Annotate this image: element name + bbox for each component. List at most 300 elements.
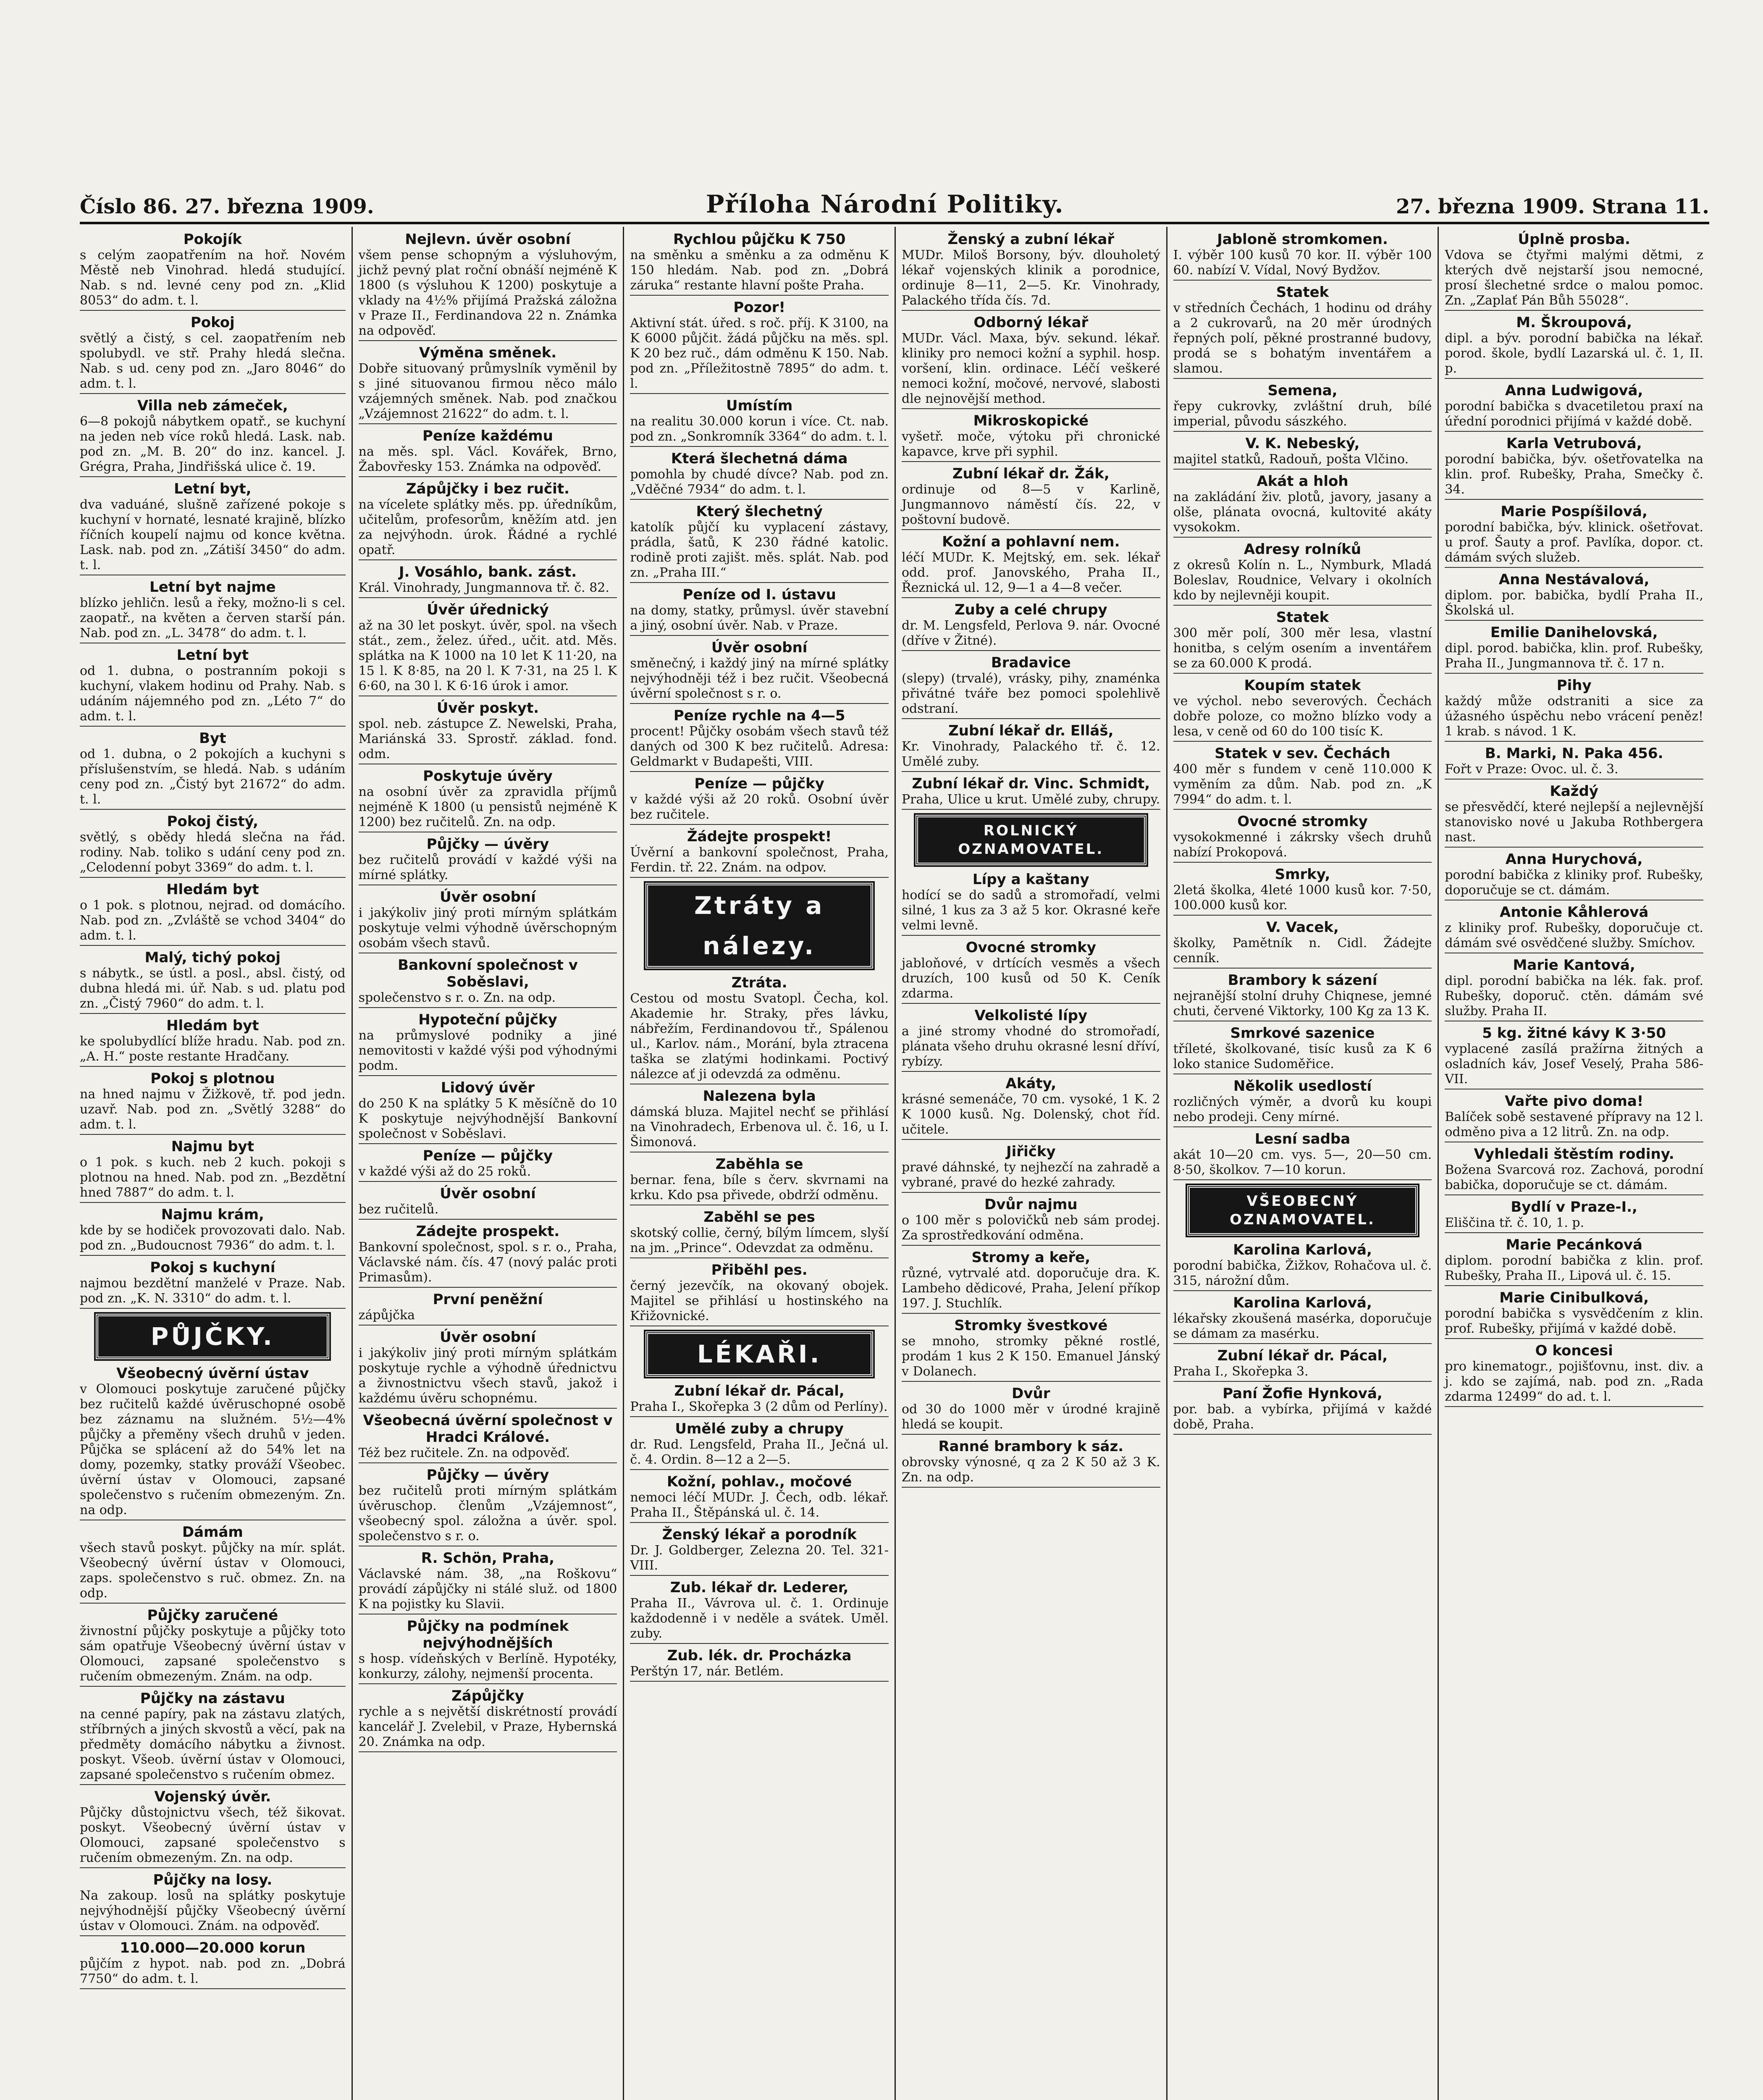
- classified-ad: [80, 647, 346, 727]
- ad-text: živnostní půjčky poskytuje a půjčky toto sám opatřuje Všeobecný úvěrní ústav v Olomouci, zapsané společenstvo s ručením obmezeným. Znám. na odp.: [80, 1624, 346, 1684]
- classified-ad: [80, 1940, 346, 1989]
- ad-heading: Byt: [199, 730, 226, 747]
- ad-text: lékařsky zkoušená masérka, doporučuje se dámam za masérku.: [1173, 1311, 1432, 1341]
- ad-heading: Každý: [1550, 783, 1598, 800]
- ad-text: katolík půjčí ku vyplacení zástavy, prádla, šatů, K 230 řádné katolic. rodině proti zajišt. měs. splát. Nab. pod zn. „Praha III.“: [630, 520, 889, 580]
- ad-text: porodní babička s vysvědčením z klin. prof. Rubešky, přijímá v každé době.: [1445, 1306, 1703, 1336]
- ad-heading: Dvůr najmu: [984, 1196, 1078, 1213]
- ad-heading: Letní byt,: [174, 480, 252, 497]
- column-1: [80, 227, 352, 2100]
- classified-ad: [80, 579, 346, 643]
- classified-ad: [359, 1329, 617, 1409]
- ad-text: Dobře situovaný průmyslník vyměnil by s jiné situovanou firmou něco málo vzájemných směnek. Nab. pod značkou „Vzájemnost 21622“ do adm. t. l.: [358, 361, 617, 421]
- classified-ad: [80, 1206, 346, 1256]
- ad-text: dipl. porod. babička, klin. prof. Rubešky, Praha II., Jungmannova tř. č. 17 n.: [1445, 641, 1703, 671]
- ad-heading: Emilie Danihelovská,: [1490, 624, 1658, 641]
- ad-text: vyšetř. moče, výtoku při chronické kapavce, krve při syphil.: [902, 429, 1160, 459]
- ad-heading: V. Vacek,: [1266, 919, 1339, 936]
- ad-heading: Statek v sev. Čechách: [1215, 745, 1390, 762]
- classified-ad: [1173, 1025, 1432, 1074]
- ad-heading: Půjčky na losy.: [153, 1872, 273, 1888]
- classified-ad: [1445, 231, 1703, 311]
- classified-ad: [359, 1688, 617, 1752]
- ad-text: ordinuje od 8—5 v Karlině, Jungmannovo náměstí čís. 22, v poštovní budově.: [902, 482, 1160, 527]
- ad-text: školky, Pamětník n. Cidl. Žádejte cenník.: [1173, 936, 1432, 966]
- classified-ad: [630, 1088, 889, 1152]
- classified-ad: [630, 775, 889, 825]
- ad-heading: Žádejte prospekt!: [687, 828, 832, 845]
- ad-text: MUDr. Václ. Maxa, býv. sekund. lékař. kliniky pro nemoci kožní a syphil. hosp. voršení, klin. ordinace. Léčí veškeré nemoci kožní, močové, nervové, slabosti dle nejnovější method.: [902, 331, 1160, 406]
- ad-heading: Bradavice: [991, 654, 1071, 671]
- ad-text: majitel statků, Radouň, pošta Vlčino.: [1173, 452, 1409, 467]
- ad-text: bernar. fena, bíle s červ. skvrnami na krku. Kdo psa přivede, obdrží odměnu.: [630, 1173, 889, 1202]
- ad-text: dámská bluza. Majitel nechť se přihlásí na Vinohradech, Erbenova ul. č. 16, u I. Šimonová.: [630, 1105, 889, 1150]
- ad-heading: Letní byt najme: [150, 579, 276, 596]
- classified-ad: [80, 480, 346, 575]
- ad-heading: Statek: [1276, 284, 1329, 301]
- classified-ad: [902, 314, 1160, 409]
- ad-heading: Dvůr: [1012, 1385, 1050, 1402]
- ad-columns: [80, 227, 1709, 2100]
- ad-heading: Ovocné stromky: [965, 939, 1097, 956]
- classified-ad: [359, 1412, 617, 1463]
- classified-ad: [1173, 919, 1432, 969]
- ad-text: porodní babička z kliniky prof. Rubešky, doporučuje se ct. dámám.: [1445, 868, 1703, 898]
- ad-heading: Přiběhl pes.: [711, 1262, 808, 1278]
- ad-text: na osobní úvěr za zpravidla příjmů nejméně K 1800 (u pensistů nejméně K 1200) bez ručitelů. Zn. na odp.: [358, 785, 617, 830]
- classified-ad: [902, 1249, 1160, 1314]
- classified-ad: [902, 465, 1160, 530]
- classified-ad: [1173, 231, 1432, 281]
- ad-text: kde by se hodiček provozovati dalo. Nab. pod zn. „Budoucnost 7936“ do adm. t. l.: [80, 1223, 346, 1253]
- classified-ad: [1173, 1131, 1432, 1180]
- classified-ad: [359, 1147, 617, 1182]
- classified-ad: [1445, 624, 1703, 674]
- classified-ad: [359, 889, 617, 953]
- classified-ad: [1173, 473, 1432, 538]
- ad-heading: Kožní a pohlavní nem.: [942, 533, 1120, 550]
- classified-ad: [1173, 1347, 1432, 1382]
- ad-heading: Letní byt: [176, 647, 249, 664]
- ad-text: černý jezevčík, na okovaný obojek. Majitel se přihlásí u hostinského na Křižovnické.: [630, 1278, 889, 1323]
- ad-text: blízko jehličn. lesů a řeky, možno-li s cel. zaopatř., na květen a červen starší pán. Nab. pod zn. „L. 3478“ do adm. t. l.: [80, 596, 346, 640]
- classified-ad: [80, 813, 346, 878]
- ad-heading: Vyhledali štěstím rodiny.: [1474, 1146, 1674, 1163]
- classified-ad: [630, 1209, 889, 1258]
- ad-text: Dr. J. Goldberger, Zeleznа 20. Tel. 321-VIII.: [630, 1543, 889, 1573]
- ad-heading: Vařte pivo doma!: [1505, 1093, 1644, 1110]
- ad-text: 300 měr polí, 300 měr lesa, vlastní honitba, s celým osením a inventářem se za 60.000 K prodá.: [1173, 626, 1432, 671]
- ad-text: i jakýkoliv jiný proti mírným splátkám poskytuje velmi výhodně úvěrschopným osobám všech stavů.: [358, 906, 617, 950]
- ad-text: Na zakoup. losů na splátky poskytuje nejvýhodnější půjčky Všeobecný úvěrní ústav v Olomouci. Znám. na odpověď.: [80, 1888, 346, 1933]
- classified-ad: [1173, 382, 1432, 432]
- ad-text: Balíček sobě sestavené přípravy na 12 l. odměno piva a 12 litrů. Zn. na odp.: [1445, 1110, 1703, 1139]
- ad-heading: Statek: [1276, 609, 1329, 626]
- ad-text: diplom. porodní babička z klin. prof. Rubešky, Praha II., Lipová ul. č. 15.: [1445, 1253, 1703, 1283]
- farmers-banner-line: OZNAMOVATEL.: [958, 841, 1104, 858]
- ad-heading: Hypoteční půjčky: [418, 1011, 557, 1028]
- classified-ad: [80, 1070, 346, 1135]
- ad-text: Praha I., Skořepka 3 (2 dům od Perlíny).: [630, 1399, 888, 1414]
- ad-heading: První peněžní: [433, 1291, 543, 1308]
- ad-heading: Villa neb zámeček,: [137, 397, 288, 414]
- classified-ad: [630, 1579, 889, 1644]
- ad-text: na měs. spl. Václ. Kovářek, Brno, Žabovřesky 153. Známka na odpověď.: [358, 444, 617, 474]
- classified-ad: [630, 1262, 889, 1326]
- ad-heading: Nejlevn. úvěr osobní: [405, 231, 571, 248]
- ad-heading: Půjčky zaručené: [147, 1607, 278, 1624]
- classified-ad: [80, 231, 346, 311]
- loans-banner: [96, 1314, 329, 1359]
- classified-ad: [1173, 435, 1432, 470]
- classified-ad: [630, 1526, 889, 1576]
- classified-ad: [1445, 503, 1703, 568]
- ad-text: v každé výši až do 25 roků.: [358, 1164, 531, 1179]
- ad-heading: Ženský a zubní lékař: [947, 231, 1115, 248]
- classified-ad: [1445, 1289, 1703, 1339]
- classified-ad: [80, 314, 346, 394]
- ad-text: porodní babička, býv. klinick. ošetřovat. u prof. Šauty a prof. Pavlíka, dopor. ct. dámám svých služeb.: [1445, 520, 1703, 565]
- classified-ad: [80, 397, 346, 477]
- ad-heading: Karla Vetrubová,: [1506, 435, 1642, 452]
- ad-text: ve výchol. nebo severových. Čechách dobře poloze, co možno blízko vody a lesa, v ceně od 60 do 100 tisíc K.: [1173, 694, 1432, 739]
- ad-heading: B. Marki, N. Paka 456.: [1485, 745, 1663, 762]
- ad-heading: Jabloně stromkomen.: [1217, 231, 1388, 248]
- ad-heading: Zubní lékař dr. Pácal,: [1217, 1347, 1388, 1364]
- ad-text: zápůjčka: [358, 1308, 415, 1323]
- ad-text: každý může odstraniti a sice za úžasného úspěchu nebo vrácení peněz! 1 krab. s návod. 1 K.: [1445, 694, 1703, 739]
- classified-ad: [1173, 609, 1432, 674]
- ad-text: pravé dáhnské, ty nejhezčí na zahradě a vybrané, pravé do hezké zahrady.: [902, 1160, 1160, 1190]
- ad-heading: M. Škroupová,: [1516, 314, 1632, 331]
- ad-text: Eliščina tř. č. 10, 1. p.: [1445, 1215, 1585, 1230]
- ad-text: Praha I., Skořepka 3.: [1173, 1364, 1309, 1379]
- classified-ad: [1173, 284, 1432, 379]
- ad-heading: Všeobecná úvěrní společnost v Hradci Králové.: [363, 1412, 613, 1446]
- classified-ad: [1173, 745, 1432, 810]
- classified-ad: [630, 503, 889, 583]
- classified-ad: [1173, 541, 1432, 606]
- ad-heading: Lípy a kaštany: [972, 871, 1089, 888]
- ad-heading: Zaběhl se pes: [703, 1209, 815, 1226]
- ad-text: 6—8 pokojů nábytkem opatř., se kuchyní na jeden neb více roků hledá. Lask. nab. pod zn. „M. B. 20“ do inz. kancel. J. Grégra, Praha, Jindřišská ulice č. 19.: [80, 414, 346, 474]
- classified-ad: [902, 1438, 1160, 1488]
- classified-ad: [1445, 745, 1703, 780]
- classified-ad: [1445, 382, 1703, 432]
- ad-text: jabloňové, v drtících vesměs a všech druzích, 100 kusů od 50 K. Ceník zdarma.: [902, 956, 1160, 1001]
- classified-ad: [1173, 866, 1432, 916]
- ad-text: od 1. dubna, o postranním pokoji s kuchyní, vlakem hodinu od Prahy. Nab. s udáním nájemného pod zn. „Léto 7“ do adm. t. l.: [80, 664, 346, 724]
- ad-text: bez ručitelů proti mírným splátkám úvěruschop. členům „Vzájemnost“, všeobecný spol. záložna a úvěr. spol. společenstvo s r. o.: [358, 1483, 617, 1544]
- ad-heading: Půjčky — úvěry: [426, 836, 549, 853]
- ad-heading: Bydlí v Praze-I.,: [1511, 1199, 1637, 1215]
- ad-heading: Peníze — půjčky: [422, 1147, 553, 1164]
- classified-ad: [1173, 813, 1432, 863]
- ad-text: na hned najmu v Žižkově, tř. pod jedn. uzavř. Nab. pod zn. „Světlý 3288“ do adm. t. l.: [80, 1087, 346, 1132]
- newspaper-page: [80, 147, 1709, 2100]
- ad-heading: Úvěr osobní: [711, 639, 808, 656]
- ad-heading: Hledám byt: [166, 881, 259, 898]
- ad-heading: Pokoj s plotnou: [150, 1070, 275, 1087]
- ad-text: na realitu 30.000 korun i více. Ct. nab. pod zn. „Sonkromník 3364“ do adm. t. l.: [630, 414, 889, 444]
- ad-text: Aktivní stát. úřed. s roč. příj. K 3100, na K 6000 půjčit. žádá půjčku na měs. spl. K 20 bez ruč., dám odměnu K 150. Nab. pod zn. „Příležitostně 7895“ do adm. t. l.: [630, 316, 889, 391]
- ad-heading: Ženský lékař a porodník: [662, 1526, 857, 1543]
- ad-text: Božena Svarcová roz. Zachová, porodní babička, doporučuje se ct. dámám.: [1445, 1163, 1703, 1192]
- ad-heading: Akáty,: [1005, 1075, 1057, 1092]
- ad-heading: Akát a hloh: [1257, 473, 1348, 490]
- ad-text: společenstvo s r. o. Zn. na odp.: [358, 990, 556, 1005]
- classified-ad: [1445, 1236, 1703, 1286]
- ad-heading: Lidový úvěr: [441, 1079, 535, 1096]
- classified-ad: [902, 533, 1160, 598]
- ad-text: léčí MUDr. K. Mejtský, em. sek. lékař odd. prof. Janovského, Praha II., Řeznická ul. 12, 9—1 a 4—8 večer.: [902, 550, 1160, 595]
- classified-ad: [630, 828, 889, 878]
- ad-text: hodící se do sadů a stromořadí, velmi silné, 1 kus za 3 až 5 kor. Okrasné keře velmi levně.: [902, 888, 1160, 933]
- ad-heading: Nalezena byla: [703, 1088, 816, 1105]
- classified-ad: [630, 450, 889, 500]
- ad-heading: Pokoj s kuchyní: [150, 1259, 275, 1276]
- classified-ad: [1173, 1294, 1432, 1344]
- ad-text: v Olomouci poskytuje zaručené půjčky bez ručitelů každé úvěruschopné osobě bez záznamu na služném. 5½—4% půjčky a přeměny všech druhů v jeden. Půjčka se splácení až do 54% let na domy, pozemky, statky prováží Všeobec. úvěrní ústav v Olomouci, zapsané společenstvo s ručením obmezeným. Zn. na odp.: [80, 1382, 346, 1517]
- ad-text: porodní babička, býv. ošetřovatelka na klin. prof. Rubešky, Praha, Smečky č. 34.: [1445, 452, 1703, 497]
- classified-ad: [630, 231, 889, 296]
- ad-text: por. bab. a vybírka, přijímá v každé době, Praha.: [1173, 1402, 1432, 1432]
- classified-ad: [1445, 1146, 1703, 1195]
- ad-heading: Odborný lékař: [973, 314, 1089, 331]
- classified-ad: [359, 1185, 617, 1220]
- classified-ad: [1445, 571, 1703, 621]
- classified-ad: [80, 1872, 346, 1936]
- classified-ad: [1445, 904, 1703, 953]
- ad-heading: Pokojík: [183, 231, 242, 248]
- ad-heading: Jiřičky: [1006, 1143, 1056, 1160]
- ad-text: z okresů Kolín n. L., Nymburk, Mladá Boleslav, Roudnice, Velvary i okolních kdo by nejlevněji koupit.: [1173, 558, 1432, 603]
- ad-heading: Marie Pecánková: [1506, 1236, 1642, 1253]
- ad-text: na vícelete splátky měs. pp. úředníkům, učitelům, profesorům, kněžím atd. jen za nejvýhodn. úrok. Řádné a rychlé opatř.: [358, 497, 617, 557]
- classified-ad: [630, 586, 889, 636]
- ad-text: světlý, s obědy hledá slečna na řád. rodiny. Nab. toliko s udání ceny pod zn. „Celodenní pobyt 3369“ do adm. t. l.: [80, 830, 346, 875]
- ad-heading: Marie Cinibulková,: [1499, 1289, 1649, 1306]
- classified-ad: [359, 1223, 617, 1288]
- ad-heading: Zápůjčky: [451, 1688, 524, 1704]
- column-3: [623, 227, 895, 2100]
- classified-ad: [1445, 677, 1703, 742]
- ad-heading: Anna Hurychová,: [1505, 851, 1643, 868]
- ad-heading: Najmu byt: [171, 1138, 254, 1155]
- ad-heading: Zaběhla se: [715, 1156, 803, 1173]
- lost-found-banner: [645, 883, 873, 969]
- ad-text: vyplacené zasílá pražírna žitných a osladních káv, Josef Veselý, Praha 586-VII.: [1445, 1042, 1703, 1087]
- ad-heading: Úvěr osobní: [440, 1329, 536, 1346]
- ad-text: tříleté, školkované, tisíc kusů za K 6 loko stanice Sudoměřice.: [1173, 1042, 1432, 1071]
- ad-heading: Zubní lékař dr. Pácal,: [674, 1383, 845, 1399]
- classified-ad: [80, 1365, 346, 1520]
- masthead-rule: [80, 222, 1709, 224]
- classified-ad: [1173, 677, 1432, 742]
- ad-text: skotský collie, černý, bílým límcem, slyší na jm. „Prince“. Odevzdat za odměnu.: [630, 1226, 889, 1255]
- ad-text: 400 měr s fundem v ceně 110.000 K vyměním za dům. Nab. pod zn. „K 7994“ do adm. t. l.: [1173, 762, 1432, 807]
- ad-text: najmou bezdětní manželé v Praze. Nab. pod zn. „K. N. 3310“ do adm. t. l.: [80, 1276, 346, 1306]
- classified-ad: [630, 1647, 889, 1682]
- ad-text: Král. Vinohrady, Jungmannova tř. č. 82.: [358, 580, 609, 595]
- classified-ad: [1173, 1385, 1432, 1435]
- ad-heading: Marie Pospíšilová,: [1501, 503, 1648, 520]
- ad-heading: Smrky,: [1275, 866, 1330, 883]
- classified-ad: [359, 1291, 617, 1326]
- classified-ad: [630, 1473, 889, 1523]
- ad-heading: Půjčky — úvěry: [426, 1467, 549, 1483]
- classified-ad: [359, 428, 617, 477]
- ad-heading: Půjčky na zástavu: [140, 1690, 285, 1707]
- classified-ad: [630, 1156, 889, 1205]
- classified-ad: [902, 1007, 1160, 1072]
- ad-text: pro kinematogr., pojišťovnu, inst. div. a j. kdo se zajímá, nab. pod zn. „Rada zdarma 12499“ do ad. t. l.: [1445, 1359, 1703, 1404]
- classified-ad: [1445, 314, 1703, 379]
- ad-text: dva vaduáné, slušně zařízené pokoje s kuchyní v hornaté, lesnaté krajině, blízko říčních koupelí najmu od konce května. Lask. nab. pod zn. „Zátiší 3450“ do adm. t. l.: [80, 497, 346, 572]
- ad-text: vysokokmenné i zákrsky všech druhů nabízí Prokopová.: [1173, 830, 1432, 860]
- ad-text: až na 30 let poskyt. úvěr, spol. na všech stát., zem., želez. úřed., učit. atd. Měs. splátka na K 1000 na 10 let K 11·20, na 15 l. K 8·85, na 20 l. K 7·31, na 25 l. K 6·60, na 30 l. K 6·16 úrok i amor.: [358, 618, 617, 693]
- ad-text: do 250 K na splátky 5 K měsíčně do 10 K poskytuje nejvýhodnější Bankovní společnost v Soběslavi.: [358, 1096, 617, 1141]
- ad-text: půjčím z hypot. nab. pod zn. „Dobrá 7750“ do adm. t. l.: [80, 1956, 346, 1986]
- ad-heading: Stromy a keře,: [971, 1249, 1091, 1266]
- classified-ad: [359, 1618, 617, 1684]
- ad-heading: Koupím statek: [1244, 677, 1361, 694]
- ad-text: Perštýn 17, nár. Betlém.: [630, 1664, 784, 1679]
- ad-text: MUDr. Miloš Borsony, býv. dlouholetý lékař vojenských klinik a porodnice, ordinuje 8—11, 2—5. Kr. Vinohrady, Palackého třída čís. 7d.: [902, 248, 1160, 308]
- ad-text: na směnku a směnku a za odměnu K 150 hledám. Nab. pod zn. „Dobrá záruka“ restante hlavní pošte Praha.: [630, 248, 889, 293]
- ad-heading: Smrkové sazenice: [1230, 1025, 1375, 1042]
- ad-heading: Adresy rolníků: [1244, 541, 1362, 558]
- ad-heading: Který šlechetný: [696, 503, 823, 520]
- ad-heading: Dámám: [182, 1524, 243, 1541]
- ad-heading: V. K. Nebeský,: [1245, 435, 1360, 452]
- general-banner: [1187, 1185, 1418, 1236]
- ad-text: porodní babička s dvacetiletou praxí na úřední porodnici přijímá v každé době.: [1445, 399, 1703, 429]
- ad-text: Bankovní společnost, spol. s r. o., Praha, Václavské nám. čís. 47 (nový palác proti Primasům).: [358, 1240, 617, 1285]
- classified-ad: [1445, 1025, 1703, 1089]
- classified-ad: [902, 231, 1160, 311]
- ad-text: všem pense schopným a výsluhovým, jichž pevný plat roční obnáší nejméně K 1800 (s výsluhou K 1200) poskytuje a vklady na 4½% přijímá Pražská záložna v Praze II., Ferdinandova 22 n. Známka na odpověď.: [358, 248, 617, 338]
- ad-text: Praha II., Vávrova ul. č. 1. Ordinuje každodenně i v neděle a svátek. Uměl. zuby.: [630, 1596, 889, 1641]
- ad-text: Též bez ručitele. Zn. na odpověď.: [358, 1446, 570, 1460]
- ad-text: s hosp. vídeňských v Berlíně. Hypotéky, konkurzy, zálohy, nejmenší procenta.: [358, 1651, 617, 1681]
- loans-banner-line: PŮJČKY.: [150, 1322, 275, 1351]
- classified-ad: [1173, 972, 1432, 1021]
- column-6: [1438, 227, 1709, 2100]
- ad-text: na průmyslové podniky a jiné nemovitosti v každé výši pod výhodnými podm.: [358, 1028, 617, 1073]
- classified-ad: [630, 1420, 889, 1470]
- ad-heading: Pihy: [1556, 677, 1592, 694]
- ad-text: procent! Půjčky osobám všech stavů též daných od 300 K bez ručitelů. Adresa: Geldmarkt v Budapešti, VIII.: [630, 724, 889, 769]
- ad-text: ke spolubydlící blíže hradu. Nab. pod zn. „A. H.“ poste restante Hradčany.: [80, 1034, 346, 1064]
- ad-heading: Peníze každému: [422, 428, 553, 444]
- ad-text: na zakládání živ. plotů, javory, jasany a olše, plánata ovocná, kultovité akáty vysokokm.: [1173, 490, 1432, 535]
- classified-ad: [359, 1079, 617, 1144]
- classified-ad: [1445, 1342, 1703, 1407]
- ad-heading: Pokoj: [190, 314, 235, 331]
- ad-heading: Brambory k sázení: [1228, 972, 1377, 989]
- classified-ad: [630, 397, 889, 447]
- classified-ad: [902, 1075, 1160, 1140]
- classified-ad: [902, 1317, 1160, 1382]
- ad-heading: Hledám byt: [166, 1017, 259, 1034]
- ad-text: porodní babička, Žižkov, Rohačova ul. č. 315, nárožní dům.: [1173, 1258, 1432, 1288]
- classified-ad: [1445, 1093, 1703, 1142]
- ad-text: Cestou od mostu Svatopl. Čecha, kol. Akademie hr. Straky, přes lávku, nábřežím, Ferdinandovou tř., Spálenou ul., Karlov. nám., Morání, byla ztracena taška se zlatými hodinkami. Poctivý nálezce ať ji odevzdá za odměnu.: [630, 991, 889, 1082]
- general-banner-line: VŠEOBECNÝ: [1246, 1193, 1359, 1210]
- classified-ad: [902, 412, 1160, 462]
- ad-text: s nábytk., se ústl. a posl., absl. čistý, od dubna hledá mi. úř. Nab. s ud. platu pod zn. „Čistý 7960“ do adm. t. l.: [80, 966, 346, 1011]
- ad-heading: Ranné brambory k sáz.: [938, 1438, 1124, 1455]
- classified-ad: [80, 1690, 346, 1785]
- general-banner-line: OZNAMOVATEL.: [1230, 1211, 1375, 1228]
- ad-text: dipl. a býv. porodní babička na lékař. porod. škole, bydlí Lazarská ul. č. 1, II. p.: [1445, 331, 1703, 376]
- classified-ad: [902, 601, 1160, 651]
- ad-text: o 1 pok. s plotnou, nejrad. od domácího. Nab. pod zn. „Zvláště se vchod 3404“ do adm. t. l.: [80, 898, 346, 943]
- ad-heading: Anna Ludwigová,: [1505, 382, 1643, 399]
- classified-ad: [80, 1607, 346, 1687]
- classified-ad: [902, 939, 1160, 1004]
- classified-ad: [80, 949, 346, 1014]
- ad-text: od 30 do 1000 měr v úrodné krajině hledá se koupit.: [902, 1402, 1160, 1432]
- lost-found-banner-line: Ztráty a nálezy.: [694, 891, 825, 960]
- doctors-banner-line: LÉKAŘI.: [697, 1340, 822, 1368]
- ad-heading: Semena,: [1267, 382, 1338, 399]
- classified-ad: [1445, 957, 1703, 1021]
- ad-heading: Marie Kantová,: [1513, 957, 1635, 974]
- classified-ad: [359, 957, 617, 1008]
- ad-text: Václavské nám. 38, „na Roškovu“ provádí zápůjčky ni stálé služ. od 1800 K na pojistky ku Slavii.: [358, 1567, 617, 1612]
- classified-ad: [630, 1383, 889, 1417]
- ad-text: bez ručitelů.: [358, 1202, 439, 1217]
- ad-heading: Peníze od I. ústavu: [682, 586, 836, 603]
- ad-text: směnečný, i každý jiný na mírné splátky nejvýhodněji též i bez ručit. Všeobecná úvěrní společnost s r. o.: [630, 656, 889, 701]
- column-2: [352, 227, 623, 2100]
- classified-ad: [630, 299, 889, 394]
- ad-heading: O koncesi: [1535, 1342, 1613, 1359]
- ad-text: Úvěrní a bankovní společnost, Praha, Ferdin. tř. 22. Znám. na odpov.: [630, 845, 889, 875]
- ad-heading: Najmu krám,: [161, 1206, 264, 1223]
- ad-text: spol. neb. zástupce Z. Newelski, Praha, Mariánská 33. Sprostř. základ. fond. odm.: [358, 717, 617, 761]
- classified-ad: [80, 1017, 346, 1067]
- ad-text: diplom. por. babička, bydlí Praha II., Školská ul.: [1445, 588, 1703, 618]
- classified-ad: [1173, 1078, 1432, 1127]
- ad-heading: Výměna směnek.: [419, 344, 557, 361]
- ad-heading: Velkolisté lípy: [974, 1007, 1088, 1024]
- ad-heading: Úvěr úřednický: [427, 601, 549, 618]
- ad-text: Kr. Vinohrady, Palackého tř. č. 12. Umělé zuby.: [902, 739, 1160, 769]
- column-4: [895, 227, 1166, 2100]
- classified-ad: [1445, 851, 1703, 900]
- classified-ad: [902, 1143, 1160, 1193]
- ad-text: nemoci léčí MUDr. J. Čech, odb. lékař. Praha II., Štěpánská ul. č. 14.: [630, 1490, 889, 1520]
- ad-heading: Ovocné stromky: [1237, 813, 1368, 830]
- ad-text: rychle a s největší diskrétností provádí kancelář J. Zvelebil, v Praze, Hybernská 20. Známka na odp.: [358, 1704, 617, 1749]
- ad-heading: Stromky švestkové: [954, 1317, 1108, 1334]
- ad-text: bez ručitelů provádí v každé výši na mírné splátky.: [358, 853, 617, 882]
- ad-text: 2letá školka, 4leté 1000 kusů kor. 7·50, 100.000 kusů kor.: [1173, 883, 1432, 913]
- classified-ad: [630, 707, 889, 772]
- classified-ad: [1173, 1242, 1432, 1291]
- ad-heading: Několik usedlostí: [1233, 1078, 1372, 1095]
- ad-text: Praha, Ulice u krut. Umělé zuby, chrupy.: [902, 792, 1160, 807]
- ad-heading: J. Vosáhlo, bank. zást.: [399, 564, 577, 580]
- classified-ad: [359, 344, 617, 424]
- ad-heading: Ztráta.: [731, 974, 787, 991]
- classified-ad: [359, 564, 617, 598]
- ad-text: nejranější stolní druhy Chiqnese, jemné chuti, červené Viktorky, 100 Kg za 13 K.: [1173, 989, 1432, 1018]
- ad-text: dipl. porodní babička na lék. fak. prof. Rubešky, doporuč. ctěn. dámám své služby. Praha II.: [1445, 974, 1703, 1018]
